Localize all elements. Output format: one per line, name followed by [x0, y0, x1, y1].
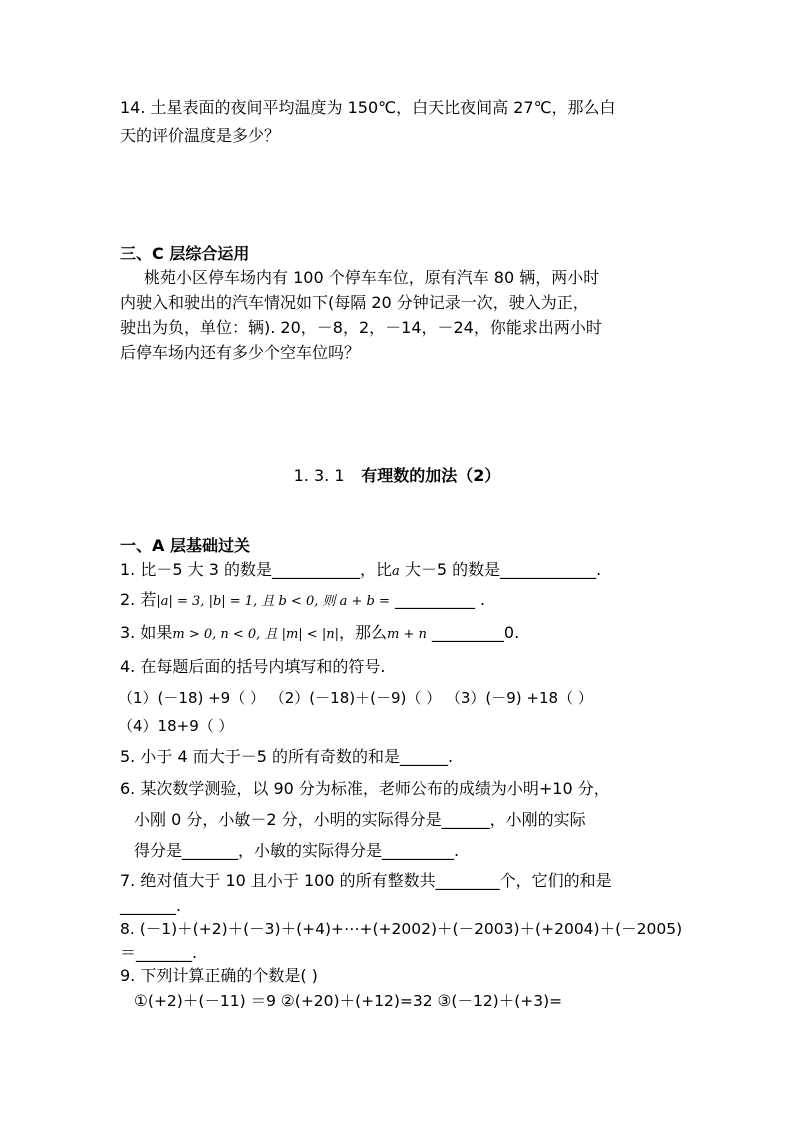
question-6-line-3: 得分是_______，小敏的实际得分是_________. [134, 841, 460, 860]
question-3-prefix: 3. 如果 [120, 623, 173, 642]
section-c-text-line-4: 后停车场内还有多少个空车位吗？ [120, 343, 361, 362]
question-9: 9. 下列计算正确的个数是( ) [120, 966, 318, 985]
section-c-text-line-3: 驶出为负，单位：辆). 20，－8，2，－14，－24，你能求出两小时 [120, 318, 602, 337]
lesson-number: 1. 3. 1 [293, 466, 345, 485]
question-1-text: 1. 比－5 大 3 的数是___________，比 [120, 560, 392, 579]
question-9-options: ①(+2)＋(－11) ＝9 ②(+20)＋(+12)=32 ③(－12)＋(+3)= [134, 992, 563, 1010]
question-7-line-2: _______. [120, 896, 182, 915]
section-c-heading: 三、C 层综合运用 [120, 244, 250, 263]
section-c-text-line-2: 内驶入和驶出的汽车情况如下(每隔 20 分钟记录一次，驶入为正， [120, 293, 589, 312]
section-a-heading: 一、A 层基础过关 [120, 536, 250, 555]
question-6-line-2: 小刚 0 分，小敏－2 分，小明的实际得分是______，小刚的实际 [134, 810, 586, 829]
question-4-parts-line-1: （1）(－18) +9（ ） （2）(－18)＋(－9)（ ） （3）(－9) +18（ ） [118, 689, 593, 707]
question-14-line-2: 天的评价温度是多少？ [120, 126, 281, 145]
lesson-title-text: 有理数的加法（2） [361, 466, 501, 485]
question-2-math: |a| = 3, |b| = 1, 且 b < 0, 则 a + b = [156, 594, 390, 609]
question-4: 4. 在每题后面的括号内填写和的符号. [120, 657, 386, 676]
question-14-line-1: 14. 土星表面的夜间平均温度为 150℃，白天比夜间高 27℃，那么白 [120, 98, 616, 117]
question-3 [120, 623, 519, 645]
question-7-line-1: 7. 绝对值大于 10 且小于 100 的所有整数共________个，它们的和是 [120, 871, 612, 890]
question-8-line-1: 8. (－1)＋(+2)＋(－3)＋(+4)+⋯+(+2002)＋(－2003)＋(+2004)＋(－2005) [120, 920, 683, 938]
question-8-line-2: ＝_______. [120, 943, 198, 962]
question-3-math-2: m + n [386, 627, 427, 642]
question-2-tail: __________ . [389, 590, 486, 609]
question-3-tail: _________0. [426, 623, 520, 642]
section-c-text-line-1: 桃苑小区停车场内有 100 个停车车位，原有汽车 80 辆，两小时 [144, 268, 600, 287]
question-1 [120, 560, 601, 582]
question-1-variable: a [391, 564, 400, 579]
question-4-parts-line-2: （4）18+9（ ） [118, 717, 234, 735]
question-2 [120, 590, 485, 612]
question-2-prefix: 2. 若 [120, 590, 157, 609]
question-3-math: m > 0, n < 0, 且 |m| < |n| [172, 627, 339, 642]
question-5: 5. 小于 4 而大于－5 的所有奇数的和是______. [120, 747, 454, 766]
question-6-line-1: 6. 某次数学测验，以 90 分为标准，老师公布的成绩为小明+10 分， [120, 779, 610, 798]
question-1-tail: 大－5 的数是____________. [399, 560, 602, 579]
question-3-mid: ，那么 [338, 623, 387, 642]
lesson-title [0, 466, 794, 486]
